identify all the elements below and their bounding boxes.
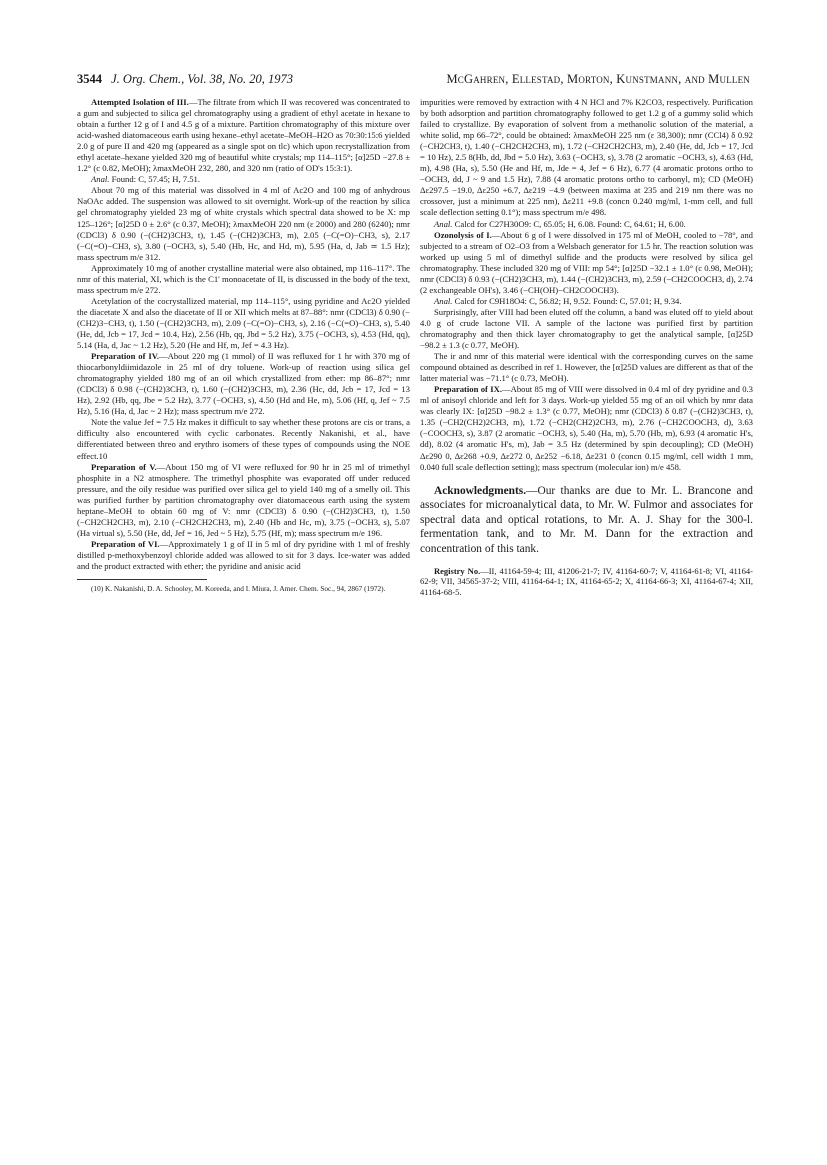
paragraph-text: Calcd for C27H30O9: C, 65.05; H, 6.08. Found: C, 64.61; H, 6.00. [452,218,686,229]
registry-text: —II, 41164-59-4; III, 41206-21-7; IV, 41164-60-7; V, 41164-61-8; VI, 41164-62-9; VII, 34565-37-2; VIII, 41164-64-1; IX, 41164-65-2; X, 41164-66-3; XI, 41164-67-4; XII, 41164-68-5. [420,565,753,598]
paragraph [77,296,410,351]
paragraph-text: Note the value Jef = 7.5 Hz makes it difficult to say whether these protons are cis or trans, a difficulty also encountered with cyclic carbonates. Recently Nakanishi, et al., have differentiated between threo and erythro isomers of these types of compounds using the NOE effect.10 [77,417,410,461]
paragraph-text: The ir and nmr of this material were identical with the corresponding curves on the same compound obtained as described in ref 1. However, the [α]25D values are different as that of the latter material was −71.1° (c 0.73, MeOH). [420,351,753,384]
analysis-label: Anal. [434,295,453,306]
journal-citation: J. Org. Chem., Vol. 38, No. 20, 1973 [111,72,293,86]
paragraph-text: —About 220 mg (1 mmol) of II was refluxed for 1 hr with 370 mg of thiocarbonyldiimidazole in 25 ml of dry toluene. Work-up of reaction using silica gel chromatography yielded 180 mg of an oil which crystallized from ether: mp 86–87°; nmr (CDCl3) δ 0.98 (−(CH2)3CH3, t), 1.60 (−(CH2)3CH3, m), 2.36 (Hc, dd, Jcb = 17, Jcd = 13 Hz), 2.92 (Hb, qq, Jbe = 5.2 Hz), 3.77 (−OCH3, s), 4.50 (Hd and He, m), 5.06 (Hf, q, Jef ~ 7.5 Hz), 5.16 (Ha, d, Jac ~ 2 Hz); mass spectrum m/e 272. [77,351,410,417]
paragraph-text: About 70 mg of this material was dissolved in 4 ml of Ac2O and 100 mg of anhydrous NaOAc added. The suspension was allowed to sit overnight. Work-up of the reaction by silica gel chromatography yielded 23 mg of white crystals which spectral data showed to be X: mp 125–126°; [α]25D 0 ± 2.6° (c 0.37, MeOH); λmaxMeOH 220 nm (ε 2000) and 280 (6240); nmr (CDCl3) δ 0.90 (−(CH2)3CH3, t), 1.45 (−(CH2)3CH3, m), 2.05 (−C(=O)−CH3, s), 2.17 (−C(=O)−CH3, s), 3.80 (−OCH3, s), 5.40 (Hb, Hc, and Hd, m), 5.95 (Ha, d, Jab ≃ 1.5 Hz); mass spectrum m/e 312. [77,185,410,262]
acknowledgments [420,484,753,557]
paragraph-text: —The filtrate from which II was recovered was concentrated to a gum and subjected to silica gel chromatography using a gradient of ethyl acetate in hexane to obtain a further 12 g of I and 4.5 g of a mixture. Partition chromatography of this mixture over acid-washed diatomaceous earth using hexane–ethyl acetate–MeOH–H2O as 70:30:15:6 yielded 2.0 g of pure II and 420 mg (appeared as a single spot on tlc) which upon recrystallization from ethyl acetate–hexane yielded 320 mg of beautiful white crystals; mp 114–115°; [α]25D −27.8 ± 1.2° (c 0.82, MeOH); λmaxMeOH 232, 280, and 320 nm (ratio of OD's 15:3:1). [77,97,410,174]
paragraph [77,174,410,185]
paragraph [77,351,410,417]
paragraph [420,97,753,219]
section-heading: Preparation of IX. [434,384,502,395]
section-heading: Preparation of V. [91,461,157,472]
paragraph-text: —Approximately 1 g of II in 5 ml of dry pyridine with 1 ml of freshly distilled p-methoxybenzoyl chloride added was allowed to sit for 3 days. Ice-water was added and the product extracted with ether; the pyridine and anisic acid [77,538,410,571]
paragraph-text: —About 6 g of I were dissolved in 175 ml of MeOH, cooled to −78°, and subjected to a stream of O2–O3 from a Welsbach generator for 1.5 hr. The reaction solution was worked up using 5 ml of dimethyl sulfide and the products were resolved by silica gel chromatography. These included 320 mg of VIII: mp 54°; [α]25D −32.1 ± 1.0° (c 0.98, MeOH); nmr (CDCl3) δ 0.93 (−(CH2)3CH3, m), 1.44 (−(CH2)3CH3, m), 2.59 (−CH2COOCH3, d), 2.74 (2 exchangeable OH's), 3.46 (−CH(OH)−CH2COOCH3). [420,229,753,295]
analysis-label: Anal. [434,218,453,229]
paragraph-text: —About 85 mg of VIII were dissolved in 0.4 ml of dry pyridine and 0.3 ml of anisoyl chloride and left for 3 days. Work-up yielded 55 mg of an oil which by nmr data was clearly IX: [α]25D −98.2 ± 1.3° (c 0.77, MeOH); nmr (CDCl3) δ 0.87 (−(CH2)3CH3, t), 1.35 (−CH2(CH2)2CH3, m), 1.72 (−CH2(CH2)2CH3, m), 2.76 (−CH2COOCH3, d), 3.63 (−COOCH3, s), 3.87 (2 aromatic −OCH3, s), 5.40 (Ha, m), 5.70 (Hb, m), 6.93 (4 aromatic H's, dd), 8.02 (4 aromatic H's, m), Jab = 3.5 Hz (determined by spin decoupling); CD (MeOH) Δε290 0, Δε268 +0.9, Δε272 0, Δε252 −6.18, Δε231 0 (concn 0.15 mg/ml, cell width 1 mm, 0.040 full scale deflection setting); mass spectrum (molecular ion) m/e 458. [420,384,753,472]
paragraph [77,263,410,296]
paragraph-text: Approximately 10 mg of another crystalline material were also obtained, mp 116–117°. The nmr of this material, XI, which is the C1' monoacetate of II, is discussed in the body of the text, mass spectrum m/e 272. [77,262,410,295]
right-column [420,97,753,598]
paragraph [420,296,753,307]
author-list: McGahren, Ellestad, Morton, Kunstmann, and Mullen [446,72,750,86]
paragraph-text: Found: C, 57.45; H, 7.51. [109,174,201,185]
section-heading: Preparation of VI. [91,538,160,549]
paragraph [77,185,410,262]
analysis-label: Anal. [91,174,110,185]
acknowledgments-heading: Acknowledgments. [434,484,527,497]
left-column [77,97,410,593]
registry-numbers [420,566,753,598]
paragraph [77,97,410,174]
paragraph [420,351,753,384]
paragraph [77,539,410,572]
paragraph-text: —About 150 mg of VI were refluxed for 90 hr in 25 ml of trimethyl phosphite in a N2 atmosphere. The trimethyl phosphite was evaporated off under reduced pressure, and the oily residue was purified over silica gel to yield 140 mg of a smelly oil. This was purified further by partition chromatography over diatomaceous earth using the system heptane–MeOH to obtain 60 mg of V: nmr (CDCl3) δ 0.90 (−(CH2)3CH3, t), 1.50 (−CH2CH2CH3, m), 2.10 (−CH2CH2CH3, m), 2.40 (Hb and Hc, m), 3.75 (−OCH3, s), 5.07 (Ha virtual s), 5.50 (He, dd, Jef = 16, Jed ~ 5 Hz), 5.75 (Hf, m); mass spectrum m/e 196. [77,461,410,538]
footnote-rule [77,579,207,580]
section-heading: Ozonolysis of I. [434,229,492,240]
paragraph-text: Surprisingly, after VIII had been eluted off the column, a band was eluted off to yield about 4.0 g of crude lactone VII. A sample of the lactone was purified first by partition chromatography and then thick layer chromatography to get the analytical sample, [α]25D −98.2 ± 1.3 (c 0.77, MeOH). [420,306,753,351]
running-header [77,72,750,90]
paragraph [420,384,753,472]
paragraph-text: Calcd for C9H18O4: C, 56.82; H, 9.52. Found: C, 57.01; H, 9.34. [452,295,682,306]
paragraph [420,307,753,351]
paragraph [420,219,753,230]
page-number: 3544 [77,72,102,86]
paragraph [77,417,410,461]
paragraph [420,230,753,296]
paragraph-text: Acetylation of the cocrystallized material, mp 114–115°, using pyridine and Ac2O yielded the diacetate X and also the diacetate of II or XII which melts at 87–88°: nmr (CDCl3) δ 0.90 (−(CH2)3−CH3, t), 1.50 (−(CH2)3CH3, m), 2.09 (−C(=O)−CH3, s), 2.16 (−C(=O)−CH3, s), 5.40 (He, dd, Jcb = 17, Jcd = 10.4, Hz), 2.56 (Hb, qq, Jbd = 5.2 Hz), 3.75 (−OCH3, s), 4.53 (Hd, qq), 5.14 (Ha, d, Jac ~ 1.2 Hz), 5.20 (He and Hf, m, Jef = 4.3 Hz). [77,295,410,351]
paragraph-text: impurities were removed by extraction with 4 N HCl and 7% K2CO3, respectively. Purification by both adsorption and partition chromatography followed to get 1.2 g of a gummy solid which failed to crystallize. By evaporation of solvent from a methanolic solution of the material, a white solid, mp 66–72°, could be obtained: λmaxMeOH 225 nm (ε 38,300); nmr (CCl4) δ 0.92 (−CH2CH3, t), 1.40 (−CH2CH2CH3, m), 1.72 (−CH2CH2CH3, m), 2.40 (He, dd, Jcb = 17, Jcd = 10 Hz), 2.5 8(Hb, dd, Jbd = 5.0 Hz), 3.63 (−OCH3, s), 3.78 (2 aromatic −OCH3, s), 4.63 (Hd, m), 4.98 (Ha, s), 5.50 (He and Hf, m, Jde = 4, Jef = 6 Hz), 6.77 (4 aromatic protons ortho to −OCH3, dd, J ~ 9 and 1.5 Hz), 7.88 (4 aromatic protons ortho to carbonyl, m); CD (MeOH) Δε297.5 −19.0, Δε250 +6.7, Δε219 −4.9 (between maxima at 235 and 219 nm there was no crossover, just a minimum at 225 nm), Δε211 +9.8 (concn 0.240 mg/ml, 1-mm cell, and full scale deflection setting 0.1°); mass spectrum m/e 498. [420,97,753,218]
section-heading: Preparation of IV. [91,351,160,362]
paragraph [77,462,410,539]
registry-heading: Registry No. [434,565,481,576]
section-heading: Attempted Isolation of III. [91,97,189,107]
acknowledgments-text: —Our thanks are due to Mr. L. Brancone and associates for microanalytical data, to Mr. W. Fulmor and associates for spectral data and optical rotations, to Mr. A. J. Shay for the 300-l. fermentation tank, and to Mr. M. Dann for the extraction and concentration of this tank. [420,484,753,555]
footnote: (10) K. Nakanishi, D. A. Schooley, M. Koreeda, and I. Miura, J. Amer. Chem. Soc., 94, 2867 (1972). [91,584,386,594]
